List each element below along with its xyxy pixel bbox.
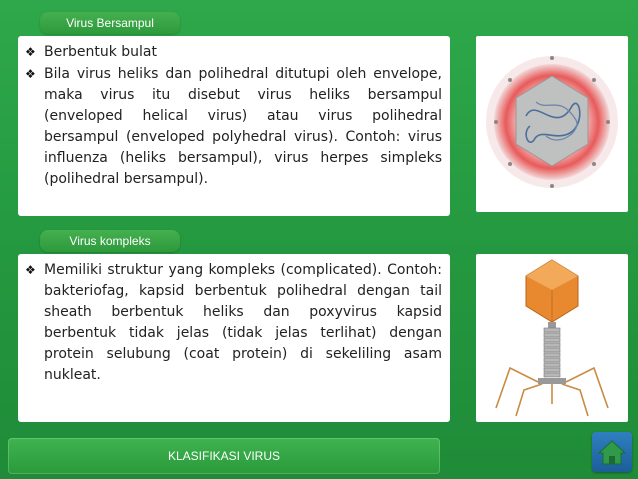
panel-virus-bersampul xyxy=(18,36,450,216)
enveloped-virus-illustration xyxy=(476,36,628,212)
diamond-bullet-icon: ❖ xyxy=(25,263,36,277)
home-button[interactable] xyxy=(592,432,632,472)
bullet-item xyxy=(18,64,450,190)
section-tab-virus-kompleks: Virus kompleks xyxy=(40,230,180,252)
bullet-text: Memiliki struktur yang kompleks (complicated). Contoh: bakteriofag, kapsid berbentuk polihedral dengan tail sheath berbentuk heliks dan poxyvirus kapsid berbentuk tidak jelas (tidak jelas terlihat) dengan protein selubung (coat protein) di sekeliling asam nukleat. xyxy=(44,262,442,383)
home-icon xyxy=(592,432,632,472)
bacteriophage-image xyxy=(476,254,628,422)
footer-title: KLASIFIKASI VIRUS xyxy=(8,438,440,474)
bullet-text: Bila virus heliks dan polihedral ditutupi oleh envelope, maka virus itu disebut virus heliks bersampul (enveloped helical virus) atau virus polihedral bersampul (enveloped polyhedral virus). Contoh: virus influenza (heliks bersampul), virus herpes simpleks (polihedral bersampul). xyxy=(44,66,442,187)
section-tab-virus-bersampul: Virus Bersampul xyxy=(40,12,180,34)
bullet-item xyxy=(18,42,450,63)
bacteriophage-illustration xyxy=(476,254,628,422)
panel-virus-kompleks xyxy=(18,254,450,422)
diamond-bullet-icon: ❖ xyxy=(25,45,36,59)
diamond-bullet-icon: ❖ xyxy=(25,67,36,81)
bullet-item xyxy=(18,260,450,386)
bullet-text: Berbentuk bulat xyxy=(44,44,157,60)
enveloped-virus-image xyxy=(476,36,628,212)
